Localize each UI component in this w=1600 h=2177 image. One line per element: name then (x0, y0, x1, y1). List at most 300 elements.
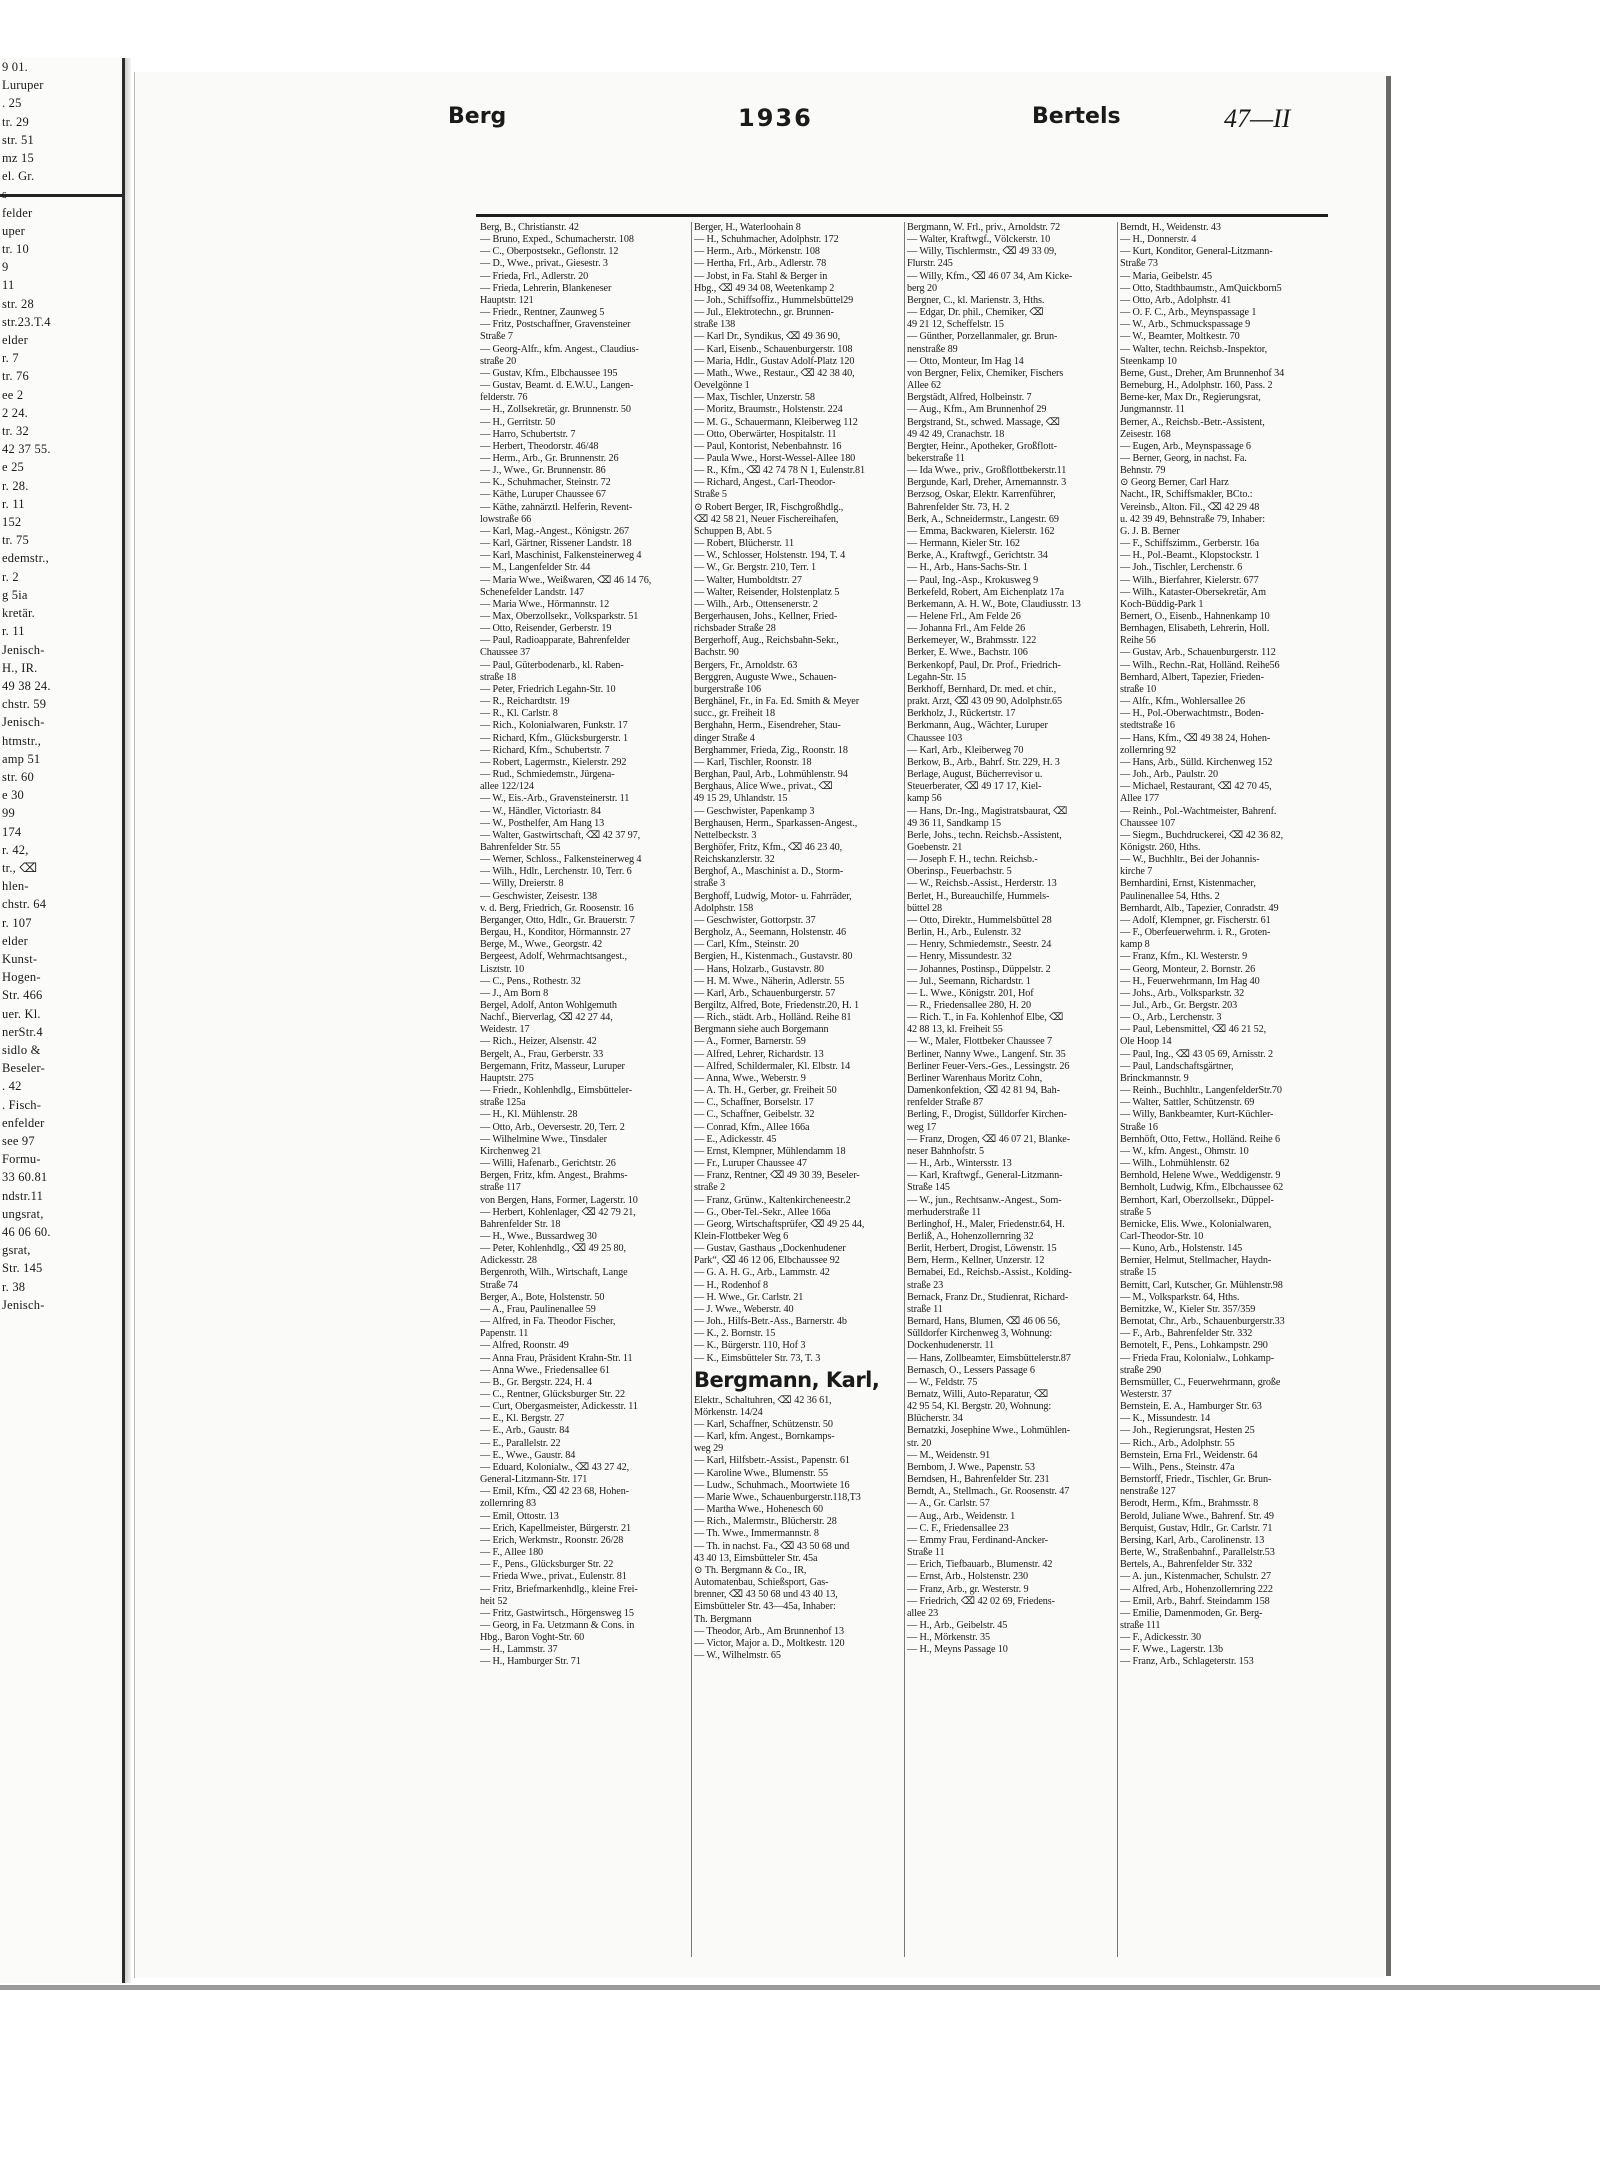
directory-entry: — H., Kl. Mühlenstr. 28 (480, 1109, 578, 1121)
directory-entry: — Willy, Kfm., ⌫ 46 07 34, Am Kicke- (907, 270, 1073, 282)
directory-entry: Bernack, Franz Dr., Studienrat, Richard- (907, 1291, 1069, 1303)
directory-entry: — Willy, Dreierstr. 8 (480, 878, 564, 890)
directory-entry: — Rich., Malermstr., Blücherstr. 28 (694, 1516, 837, 1528)
directory-entry: — Ida Wwe., priv., Großflottbekerstr.11 (907, 465, 1067, 477)
directory-entry: — Kuno, Arb., Holstenstr. 145 (1120, 1243, 1243, 1255)
directory-entry: Hauptstr. 121 (480, 294, 534, 306)
directory-entry: — A. jun., Kistenmacher, Schulstr. 27 (1120, 1571, 1271, 1583)
directory-entry: — Paul, Radioapparate, Bahrenfelder (480, 635, 630, 647)
directory-entry: Berghahn, Herm., Eisendreher, Stau- (694, 720, 841, 732)
directory-entry: — F. Wwe., Lagerstr. 13b (1120, 1644, 1223, 1656)
directory-entry: Berkemann, A. H. W., Bote, Claudiusstr. 13 (907, 598, 1081, 610)
directory-entry: Berk, A., Schneidermstr., Langestr. 69 (907, 513, 1059, 525)
left-page-fragment: hlen- (2, 879, 29, 894)
directory-entry: — F., Pens., Glücksburger Str. 22 (480, 1559, 614, 1571)
directory-entry: 49 21 12, Scheffelstr. 15 (907, 319, 1004, 331)
directory-entry: Bergenroth, Wilh., Wirtschaft, Lange (480, 1267, 628, 1279)
directory-entry: 43 40 13, Eimsbütteler Str. 45a (694, 1552, 818, 1564)
directory-entry: Bernatzki, Josephine Wwe., Lohmühlen- (907, 1425, 1071, 1437)
directory-entry: General-Litzmann-Str. 171 (480, 1474, 588, 1486)
directory-entry: — Erich, Werkmstr., Roonstr. 26/28 (480, 1534, 624, 1546)
directory-entry: — Curt, Obergasmeister, Adickesstr. 11 (480, 1401, 638, 1413)
directory-entry: Mörkenstr. 14/24 (694, 1406, 763, 1418)
directory-entry: — Rich., städt. Arb., Holländ. Reihe 81 (694, 1012, 852, 1024)
directory-entry: — Georg, in Fa. Uetzmann & Cons. in (480, 1619, 635, 1631)
directory-entry: Adolphstr. 158 (694, 902, 754, 914)
directory-entry: Chaussee 107 (1120, 817, 1176, 829)
directory-entry: v. d. Berg, Friedrich, Gr. Roosenstr. 16 (480, 902, 634, 914)
directory-entry: — J. Wwe., Weberstr. 40 (694, 1303, 794, 1315)
directory-entry: — Paul, Kontorist, Nebenbahnstr. 16 (694, 440, 842, 452)
left-page-fragment: kretär. (2, 606, 35, 621)
directory-entry: Berne, Gust., Dreher, Am Brunnenhof 34 (1120, 367, 1285, 379)
directory-entry: stedtstraße 16 (1120, 720, 1175, 732)
directory-entry: — Johanna Frl., Am Felde 26 (907, 623, 1026, 635)
directory-entry: Bahrenfelder Str. 73, H. 2 (907, 501, 1010, 513)
directory-entry: Steuerberater, ⌫ 49 17 17, Kiel- (907, 781, 1042, 793)
directory-entry: straße 18 (480, 671, 517, 683)
directory-entry: — Geschwister, Papenkamp 3 (694, 805, 815, 817)
directory-entry: straße 23 (907, 1279, 944, 1291)
directory-entry: — A., Gr. Carlstr. 57 (907, 1498, 990, 1510)
directory-entry: — Rich., Heizer, Alsenstr. 42 (480, 1036, 597, 1048)
directory-entry: — Rich., Arb., Adolphstr. 55 (1120, 1437, 1235, 1449)
directory-entry: Berzsog, Oskar, Elektr. Karrenführer, (907, 489, 1056, 501)
directory-entry: — Käthe, Luruper Chaussee 67 (480, 489, 606, 501)
directory-entry: straße 3 (694, 878, 726, 890)
directory-entry: — W., Arb., Schmuckspassage 9 (1120, 319, 1251, 331)
directory-entry: — Max, Tischler, Unzerstr. 58 (694, 392, 815, 404)
directory-entry: — H., Schuhmacher, Adolphstr. 172 (694, 234, 839, 246)
directory-entry: Berghaus, Alice Wwe., privat., ⌫ (694, 781, 833, 793)
directory-entry: Berkenkopf, Paul, Dr. Prof., Friedrich- (907, 659, 1061, 671)
left-page-fragment: e 25 (2, 460, 24, 475)
directory-entry: — Rich. T., in Fa. Kohlenhof Elbe, ⌫ (907, 1012, 1064, 1024)
page-header (296, 104, 1326, 144)
directory-entry: Flurstr. 245 (907, 258, 953, 270)
left-page-fragment: felder (2, 205, 33, 220)
directory-entry: — Anna, Wwe., Weberstr. 9 (694, 1072, 806, 1084)
directory-entry: Berlinghof, H., Maler, Friedenstr.64, H. (907, 1218, 1065, 1230)
directory-entry: — Karl Dr., Syndikus, ⌫ 49 36 90, (694, 331, 841, 343)
directory-entry: — H., Feuerwehrmann, Im Hag 40 (1120, 975, 1260, 987)
left-page-fragment: 33 60.81 (2, 1170, 48, 1185)
directory-entry: — F., Arb., Bahrenfelder Str. 332 (1120, 1328, 1253, 1340)
directory-entry: — Wilh., Rechn.-Rat, Holländ. Reihe56 (1120, 659, 1280, 671)
page-number: 47—II (1224, 104, 1291, 133)
directory-entry: allee 122/124 (480, 781, 534, 793)
directory-entry: — Walter, Kraftwgf., Völckerstr. 10 (907, 234, 1051, 246)
directory-entry: — Hermann, Kieler Str. 162 (907, 538, 1020, 550)
directory-entry: — Johs., Arb., Volksparkstr. 32 (1120, 987, 1245, 999)
left-page-fragment: e 30 (2, 788, 24, 803)
directory-entry: Berkhoff, Bernhard, Dr. med. et chir., (907, 683, 1057, 695)
directory-entry: — H., Arb., Hans-Sachs-Str. 1 (907, 562, 1028, 574)
directory-entry: Bernard, Hans, Blumen, ⌫ 46 06 56, (907, 1316, 1061, 1328)
directory-entry: Straße 73 (1120, 258, 1158, 270)
directory-entry: Straße 5 (694, 489, 727, 501)
directory-entry: Bahrenfelder Str. 55 (480, 841, 561, 853)
directory-entry: — Joh., Schiffsoffiz., Hummelsbüttel29 (694, 294, 854, 306)
directory-entry: — Robert, Blücherstr. 11 (694, 538, 794, 550)
directory-entry: Berneburg, H., Adolphstr. 160, Pass. 2 (1120, 380, 1273, 392)
directory-entry: Berge, M., Wwe., Georgstr. 42 (480, 939, 603, 951)
directory-entry: Berke, A., Kraftwgf., Gerichtstr. 34 (907, 550, 1048, 562)
directory-entry: — Franz, Arb., Schlageterstr. 153 (1120, 1656, 1254, 1668)
directory-entry: Königstr. 260, Hths. (1120, 841, 1201, 853)
directory-entry: — G. A. H. G., Arb., Lammstr. 42 (694, 1267, 830, 1279)
directory-entry: — Alfred, in Fa. Theodor Fischer, (480, 1316, 616, 1328)
directory-entry: ⊙ Georg Berner, Carl Harz (1120, 477, 1229, 489)
left-page-fragment: g 5ia (2, 587, 28, 602)
directory-entry: — Wilh., Pens., Steinstr. 47a (1120, 1461, 1235, 1473)
left-page-fragment: r. 11 (2, 624, 25, 639)
directory-entry: — Math., Wwe., Restaur., ⌫ 42 38 40, (694, 367, 855, 379)
directory-entry: Nachf., Bierverlag, ⌫ 42 27 44, (480, 1012, 613, 1024)
directory-entry: — Joseph F. H., techn. Reichsb.- (907, 854, 1038, 866)
directory-entry: Westerstr. 37 (1120, 1389, 1172, 1400)
directory-entry: neser Bahnhofstr. 5 (907, 1145, 985, 1157)
left-page-fragment: nerStr.4 (2, 1024, 43, 1039)
directory-entry: Bergerhausen, Johs., Kellner, Fried- (694, 611, 838, 622)
directory-entry: — H., Donnerstr. 4 (1120, 234, 1197, 246)
directory-entry: — Joh., Tischler, Lerchenstr. 6 (1120, 562, 1243, 574)
left-page-fragment: r. 2 (2, 569, 19, 584)
header-left-word: Berg (448, 104, 507, 129)
directory-entry: — Erich, Tiefbauarb., Blumenstr. 42 (907, 1559, 1053, 1571)
directory-entry: Bernert, O., Eisenb., Hahnenkamp 10 (1120, 611, 1270, 622)
directory-entry: Berghöfer, Fritz, Kfm., ⌫ 46 23 40, (694, 841, 843, 853)
left-page-fragment: el. Gr. (2, 169, 35, 184)
directory-entry: — Gustav, Gasthaus „Dockenhudener (694, 1243, 846, 1255)
directory-entry: — M., Weidenstr. 91 (907, 1449, 991, 1461)
directory-entry: — Walter, Humboldtstr. 27 (694, 574, 802, 586)
scan-top-margin (0, 0, 1600, 46)
directory-entry: — Joh., Regierungsrat, Hesten 25 (1120, 1425, 1255, 1437)
left-page-fragment: 46 06 60. (2, 1225, 51, 1239)
directory-entry: — W., Eis.-Arb., Gravensteinerstr. 11 (480, 793, 630, 805)
directory-entry: straße 20 (480, 355, 517, 367)
directory-entry: Bernicke, Elis. Wwe., Kolonialwaren, (1120, 1218, 1272, 1230)
directory-entry: heit 52 (480, 1595, 508, 1607)
directory-entry: — K., Schuhmacher, Steinstr. 72 (480, 477, 611, 489)
directory-entry: Park“, ⌫ 46 12 06, Elbchaussee 92 (694, 1255, 840, 1267)
directory-entry: Berkefeld, Robert, Am Eichenplatz 17a (907, 586, 1064, 598)
directory-entry: — Hertha, Frl., Arb., Adlerstr. 78 (694, 258, 827, 270)
directory-entry: — Günther, Porzellanmaler, gr. Brun- (907, 331, 1058, 343)
directory-entry: straße 2 (694, 1182, 726, 1194)
directory-entry: — F., Allee 180 (480, 1547, 544, 1559)
directory-entry: — Fr., Luruper Chaussee 47 (694, 1158, 807, 1170)
left-page-fragment: ungsrat, (2, 1206, 44, 1221)
directory-entry: Klein-Flottbeker Weg 6 (694, 1230, 789, 1242)
left-page-fragment: ndstr.11 (2, 1188, 44, 1203)
directory-entry: Bernhardini, Ernst, Kistenmacher, (1120, 878, 1256, 890)
directory-entry: — Otto, Arb., Oeversestr. 20, Terr. 2 (480, 1121, 625, 1133)
header-rule (476, 214, 1328, 217)
directory-entry: — Karl, Schaffner, Schützenstr. 50 (694, 1419, 833, 1430)
directory-entry: — Karl, Tischler, Roonstr. 18 (694, 756, 812, 768)
directory-entry: — Emil, Kfm., ⌫ 42 23 68, Hohen- (480, 1486, 630, 1498)
directory-entry: Bergholz, A., Seemann, Holstenstr. 46 (694, 927, 847, 939)
left-page-fragment: H., IR. (2, 660, 38, 675)
directory-entry: Sülldorfer Kirchenweg 3, Wohnung: (907, 1328, 1053, 1340)
directory-entry: — Gustav, Kfm., Elbchaussee 195 (480, 367, 618, 379)
column-3 (904, 222, 1117, 1957)
directory-entry: — Theodor, Arb., Am Brunnenhof 13 (694, 1625, 845, 1637)
directory-entry: — Geschwister, Zeisestr. 138 (480, 890, 598, 902)
directory-entry: — Conrad, Kfm., Allee 166a (694, 1121, 810, 1133)
directory-entry: — Bruno, Exped., Schumacherstr. 108 (480, 234, 634, 246)
directory-entry: — Helene Frl., Am Felde 26 (907, 611, 1021, 622)
directory-entry: — Henry, Schmiedemstr., Seestr. 24 (907, 939, 1052, 951)
directory-entry: Hbg., Baron Voght-Str. 60 (480, 1632, 585, 1644)
directory-entry: Bergmann, Karl, (694, 1367, 880, 1392)
directory-entry: — J., Wwe., Gr. Brunnenstr. 86 (480, 465, 606, 477)
directory-entry: — Wilhelmine Wwe., Tinsdaler (480, 1133, 607, 1145)
directory-entry: — Paul, Landschaftsgärtner, (1120, 1060, 1234, 1072)
directory-entry: — Alfred, Lehrer, Richardstr. 13 (694, 1048, 824, 1060)
directory-entry: — Georg-Alfr., kfm. Angest., Claudius- (480, 343, 639, 355)
directory-entry: — W., Beamter, Moltkestr. 70 (1120, 331, 1240, 343)
column-2 (691, 222, 904, 1957)
directory-entry: lowstraße 66 (480, 513, 532, 525)
left-page-fragment: sidlo & (2, 1042, 41, 1057)
directory-entry: von Bergen, Hans, Former, Lagerstr. 10 (480, 1194, 638, 1206)
directory-entry: Bernotat, Chr., Arb., Schauenburgerstr.33 (1120, 1316, 1285, 1328)
directory-entry: — Richard, Kfm., Schubertstr. 7 (480, 744, 610, 756)
directory-entry: Bergstrand, St., schwed. Massage, ⌫ (907, 416, 1061, 428)
directory-entry: — Walter, techn. Reichsb.-Inspektor, (1120, 343, 1268, 355)
left-page-fragment: uer. Kl. (2, 1006, 41, 1021)
directory-entry: Bernhöft, Otto, Fettw., Holländ. Reihe 6 (1120, 1133, 1281, 1145)
directory-entry: Bernatz, Willi, Auto-Reparatur, ⌫ (907, 1389, 1049, 1400)
directory-entry: Berlage, August, Bücherrevisor u. (907, 769, 1043, 781)
directory-entry: straße 15 (1120, 1267, 1157, 1279)
directory-entry: — C., Pens., Rothestr. 32 (480, 975, 581, 987)
directory-entry: — Harro, Schubertstr. 7 (480, 428, 576, 440)
directory-entry: Oevelgönne 1 (694, 380, 750, 392)
directory-entry: — Frieda, Lehrerin, Blankeneser (480, 282, 612, 294)
directory-entry: Steenkamp 10 (1120, 355, 1177, 367)
directory-entry: Berling, F., Drogist, Sülldorfer Kirchen- (907, 1109, 1067, 1121)
left-page-fragment: str.23.T.4 (2, 314, 51, 329)
directory-entry: Bernabei, Ed., Reichsb.-Assist., Kolding- (907, 1267, 1072, 1279)
directory-entry: — H., Rodenhof 8 (694, 1279, 768, 1291)
directory-entry: Paulinenallee 54, Hths. 2 (1120, 890, 1220, 902)
directory-entry: Bergel, Adolf, Anton Wohlgemuth (480, 1000, 617, 1011)
directory-entry: Berodt, Herm., Kfm., Brahmsstr. 8 (1120, 1498, 1259, 1510)
directory-entry: Berold, Juliane Wwe., Bahrenf. Str. 49 (1120, 1510, 1274, 1522)
directory-entry: — Willy, Bankbeamter, Kurt-Küchler- (1120, 1109, 1274, 1121)
directory-entry: — W., Maler, Flottbeker Chaussee 7 (907, 1036, 1053, 1048)
page-right-edge (1386, 76, 1391, 1976)
directory-entry: 42 88 13, kl. Freiheit 55 (907, 1024, 1003, 1036)
directory-entry: Jungmannstr. 11 (1120, 404, 1185, 416)
directory-entry: — Joh., Hilfs-Betr.-Ass., Barnerstr. 4b (694, 1316, 847, 1328)
directory-entry: — Karl, Arb., Kleiberweg 70 (907, 744, 1024, 756)
left-page-fragment: 42 37 55. (2, 442, 51, 457)
directory-entry: — Ernst, Klempner, Mühlendamm 18 (694, 1145, 846, 1157)
left-page-fragment: r. 42, (2, 842, 29, 857)
directory-entry: straße 111 (1120, 1619, 1161, 1631)
left-page-fragment: 174 (2, 824, 22, 839)
directory-entry: — Moritz, Braumstr., Holstenstr. 224 (694, 404, 843, 416)
directory-entry: — Otto, Reisender, Gerberstr. 19 (480, 623, 612, 635)
directory-entry: Bernhold, Helene Wwe., Weddigenstr. 9 (1120, 1170, 1281, 1182)
directory-entry: — W., Posthelfer, Am Hang 13 (480, 817, 605, 829)
directory-entry: — Aug., Kfm., Am Brunnenhof 29 (907, 404, 1047, 416)
directory-entry: — Otto, Direktr., Hummelsbüttel 28 (907, 914, 1052, 926)
directory-entry: Berquist, Gustav, Hdlr., Gr. Carlstr. 71 (1120, 1522, 1273, 1534)
directory-entry: — R., Friedensallee 280, H. 20 (907, 1000, 1032, 1011)
directory-entry: — Michael, Restaurant, ⌫ 42 70 45, (1120, 781, 1272, 793)
directory-entry: — Erich, Kapellmeister, Bürgerstr. 21 (480, 1522, 632, 1534)
directory-entry: — C. F., Friedensallee 23 (907, 1522, 1009, 1534)
directory-entry: Bergeest, Adolf, Wehrmachtsangest., (480, 951, 627, 963)
directory-entry: — Anna Wwe., Friedensallee 61 (480, 1364, 610, 1376)
directory-entry: — Robert, Lagermstr., Kielerstr. 292 (480, 756, 627, 768)
directory-entry: — Anna Frau, Präsident Krahn-Str. 11 (480, 1352, 633, 1364)
directory-entry: — Geschwister, Gottorpstr. 37 (694, 914, 816, 926)
directory-entry: — E., Arb., Gaustr. 84 (480, 1425, 570, 1437)
directory-entry: Bergelt, A., Frau, Gerberstr. 33 (480, 1048, 604, 1060)
left-page-fragment: 152 (2, 515, 22, 530)
directory-entry: — Peter, Friedrich Legahn-Str. 10 (480, 683, 616, 695)
directory-entry: straße 138 (694, 319, 736, 331)
directory-entry: — Victor, Major a. D., Moltkestr. 120 (694, 1637, 845, 1649)
directory-entry: — Karoline Wwe., Blumenstr. 55 (694, 1467, 829, 1479)
directory-entry: — Eduard, Kolonialw., ⌫ 43 27 42, (480, 1461, 630, 1473)
directory-entry: — Richard, Angest., Carl-Theodor- (694, 477, 836, 489)
directory-entry: Berliner Feuer-Vers.-Ges., Lessingstr. 26 (907, 1060, 1070, 1072)
directory-entry: — A., Frau, Paulinenallee 59 (480, 1303, 596, 1315)
directory-entry: — Ludw., Schuhmach., Moortwiete 16 (694, 1479, 850, 1491)
directory-entry: — O. F. C., Arb., Meynspassage 1 (1120, 307, 1257, 319)
directory-entry: — Max, Oberzollsekr., Volksparkstr. 51 (480, 611, 639, 622)
directory-entry: — W., Schlosser, Holstenstr. 194, T. 4 (694, 550, 846, 562)
directory-entry: — Jobst, in Fa. Stahl & Berger in (694, 270, 828, 282)
directory-entry: — Karl, Hilfsbetr.-Assist., Papenstr. 61 (694, 1455, 850, 1467)
directory-entry: — H., Mörkenstr. 35 (907, 1632, 990, 1644)
directory-entry: prakt. Arzt, ⌫ 43 09 90, Adolphstr.65 (907, 696, 1063, 708)
directory-entry: — A., Former, Barnerstr. 59 (694, 1036, 806, 1048)
directory-entry: Berner, A., Reichsb.-Betr.-Assistent, (1120, 416, 1265, 428)
left-page-fragment: tr. 32 (2, 424, 29, 439)
directory-entry: Berndsen, H., Bahrenfelder Str. 231 (907, 1474, 1050, 1486)
directory-entry: Bernasch, O., Lessers Passage 6 (907, 1364, 1035, 1376)
directory-entry: Berle, Johs., techn. Reichsb.-Assistent, (907, 829, 1062, 841)
directory-entry: Elektr., Schaltuhren, ⌫ 42 36 61, (694, 1394, 832, 1406)
left-page-fragment: edemstr., (2, 551, 49, 566)
directory-entry: — Willi, Hafenarb., Gerichtstr. 26 (480, 1158, 616, 1170)
directory-entry: — Maria, Hdlr., Gustav Adolf-Platz 120 (694, 355, 855, 367)
left-page-fragment: gsrat, (2, 1243, 31, 1258)
directory-entry: Eimsbütteler Str. 43—45a, Inhaber: (694, 1601, 836, 1613)
left-page-fragment: Hogen- (2, 970, 41, 985)
header-right-word: Bertels (1032, 104, 1121, 129)
directory-entry: straße 117 (480, 1182, 521, 1194)
left-page-fragment: Str. 466 (2, 988, 43, 1003)
directory-entry: — Käthe, zahnärztl. Helferin, Revent- (480, 501, 633, 513)
directory-entry: — W., Feldstr. 75 (907, 1376, 978, 1388)
directory-entry: — R., Kfm., ⌫ 42 74 78 N 1, Eulenstr.81 (694, 465, 865, 477)
column-1 (478, 222, 691, 1957)
directory-entry: — Paul, Lebensmittel, ⌫ 46 21 52, (1120, 1024, 1267, 1036)
directory-entry: Bern, Herm., Kellner, Unzerstr. 12 (907, 1255, 1045, 1267)
directory-entry: — H., Gerritstr. 50 (480, 416, 556, 428)
directory-entry: Bernotelt, F., Pens., Lohkampstr. 290 (1120, 1340, 1268, 1352)
directory-entry: — Alfr., Kfm., Wohlersallee 26 (1120, 696, 1246, 708)
left-page-fragment: Luruper (2, 78, 44, 93)
directory-entry: Bergstädt, Alfred, Holbeinstr. 7 (907, 392, 1032, 404)
directory-entry: — Frieda Wwe., privat., Eulenstr. 81 (480, 1571, 627, 1583)
left-page-fragment: amp 51 (2, 751, 41, 766)
directory-entry: — Kurt, Konditor, General-Litzmann- (1120, 246, 1273, 258)
directory-entry: — Karl, Eisenb., Schauenburgerstr. 108 (694, 343, 853, 355)
directory-entry: renfelder Straße 87 (907, 1097, 984, 1109)
directory-entry: — H., Wwe., Bussardweg 30 (480, 1230, 597, 1242)
directory-entry: Dockenhudenerstr. 11 (907, 1340, 995, 1352)
directory-entry: — J., Am Born 8 (480, 987, 549, 999)
directory-entry: — E., Adickesstr. 45 (694, 1133, 777, 1145)
directory-entry: weg 17 (907, 1121, 937, 1133)
directory-entry: — Siegm., Buchdruckerei, ⌫ 42 36 82, (1120, 829, 1284, 841)
directory-entry: — Herbert, Kohlenlager, ⌫ 42 79 21, (480, 1206, 636, 1218)
left-page-fragment: 9 01. (2, 60, 28, 74)
directory-entry: Berghof, A., Maschinist a. D., Storm- (694, 866, 844, 878)
directory-entry: — Hans, Dr.-Ing., Magistratsbaurat, ⌫ (907, 805, 1068, 817)
left-page-fragment: 9 (2, 260, 9, 275)
directory-entry: Berkmann, Aug., Wächter, Luruper (907, 720, 1048, 732)
left-page-fragment: Str. 145 (2, 1261, 43, 1276)
directory-entry: — Frieda, Frl., Adlerstr. 20 (480, 270, 589, 282)
directory-entry: brenner, ⌫ 43 50 68 und 43 40 13, (694, 1589, 838, 1601)
directory-entry: u. 42 39 49, Behnstraße 79, Inhaber: (1120, 513, 1265, 525)
directory-entry: Bernitzke, W., Kieler Str. 357/359 (1120, 1303, 1256, 1315)
directory-entry: straße 11 (907, 1303, 943, 1315)
left-page-fragment: tr. 29 (2, 114, 29, 129)
directory-entry: G. J. B. Berner (1120, 525, 1180, 537)
directory-entry: Bernitt, Carl, Kutscher, Gr. Mühlenstr.98 (1120, 1279, 1283, 1291)
directory-entry: Berg, B., Christianstr. 42 (480, 222, 579, 233)
directory-entry: richsbader Straße 28 (694, 623, 776, 635)
directory-entry: — Gustav, Beamt. d. E.W.U., Langen- (480, 380, 634, 392)
directory-entry: Bernholt, Ludwig, Kfm., Elbchaussee 62 (1120, 1182, 1284, 1194)
directory-entry: — Hans, Holzarb., Gustavstr. 80 (694, 963, 824, 975)
directory-entry: Lisztstr. 10 (480, 963, 525, 975)
directory-entry: Th. Bergmann (694, 1613, 752, 1625)
directory-entry: 49 36 11, Sandkamp 15 (907, 817, 1002, 829)
directory-entry: Berlin, H., Arb., Eulenstr. 32 (907, 927, 1022, 939)
directory-entry: Berkow, B., Arb., Bahrf. Str. 229, H. 3 (907, 756, 1060, 768)
directory-entry: — Hans, Zollbeamter, Eimsbüttelerstr.87 (907, 1352, 1071, 1364)
left-page-fragment: uper (2, 223, 26, 238)
directory-entry: — Wilh., Arb., Ottensenerstr. 2 (694, 598, 818, 610)
left-page-fragment: enfelder (2, 1115, 45, 1130)
directory-entry: — W., kfm. Angest., Ohmstr. 10 (1120, 1145, 1249, 1157)
directory-entry: — Rich., Kolonialwaren, Funkstr. 17 (480, 720, 628, 732)
left-page-fragment: . 25 (2, 96, 22, 111)
directory-entry: Blücherstr. 34 (907, 1413, 963, 1425)
left-page-fragment: see 97 (2, 1133, 35, 1148)
directory-entry: — Friedr., Kohlenhdlg., Eimsbütteler- (480, 1085, 632, 1097)
directory-entry: — H. M. Wwe., Näherin, Adlerstr. 55 (694, 975, 845, 987)
left-page-fragment: Jenisch- (2, 642, 45, 657)
directory-entry: — Georg, Monteur, 2. Bornstr. 26 (1120, 963, 1256, 975)
directory-entry: Bergmann, W. Frl., priv., Arnoldstr. 72 (907, 222, 1061, 233)
directory-entry: Bernhagen, Elisabeth, Lehrerin, Holl. (1120, 623, 1270, 635)
